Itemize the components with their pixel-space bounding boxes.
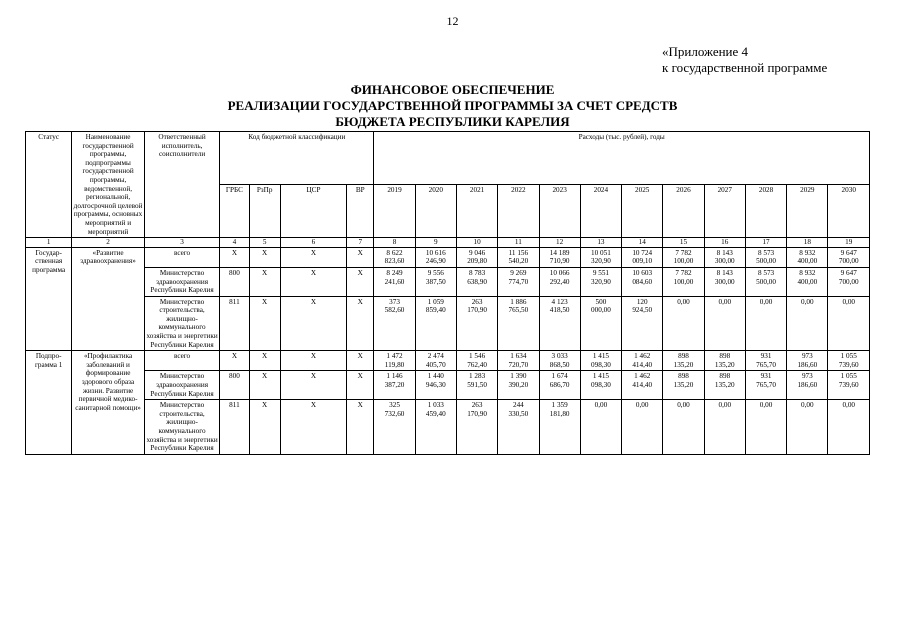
value-line-1: 10 066 [549,268,570,277]
expense-value-cell [374,371,415,400]
value-line-1: 1 472 [386,352,403,361]
value-line-1: 9 556 [427,268,444,277]
value-line-1: 0,00 [801,297,814,306]
expense-value-cell [828,351,870,371]
expense-value-cell [622,247,663,267]
value-line-1: 973 [801,372,813,381]
header-name: Наименование государственной программы, подпрограммы государственной программы, ведомственной, региональной, долгосрочной целевой программы, основных мероприятий и мероприятий [72,132,145,238]
value-line-2: 924,50 [632,306,653,315]
expense-value-cell [745,400,786,455]
value-line-2: 170,90 [467,409,487,418]
expense-value-cell [539,400,580,455]
annex-line-1: «Приложение 4 [662,44,749,59]
value-line-1: 898 [678,352,689,361]
header-budget-code: Код бюджетной классификации [220,132,374,185]
header-vr: ВР [347,185,374,238]
value-line-1: 120 [636,297,648,306]
header-status: Статус [26,132,72,238]
value-line-1: 1 146 [386,372,403,381]
expense-value-cell [828,296,870,351]
expense-value-cell [663,351,704,371]
value-line-1: 0,00 [842,297,856,306]
expense-value-cell [374,247,415,267]
value-line-1: 8 932 [799,248,816,257]
executor-cell: Министерство строительства, жилищно-коммунального хозяйства и энергетики Республики Карелия [144,296,220,351]
value-line-1: 1 055 [840,352,857,361]
vr-cell: Х [347,296,374,351]
value-line-1: 0,00 [759,297,773,306]
value-line-1: 8 143 [716,268,733,277]
value-line-2: 181,80 [549,409,570,418]
value-line-1: 263 [471,401,483,410]
expense-value-cell [456,400,497,455]
value-line-2: 739,60 [838,360,859,369]
vr-cell: Х [347,247,374,267]
expense-value-cell [787,400,828,455]
expense-value-cell [415,296,456,351]
value-line-1: 2 474 [427,352,444,361]
expense-value-cell [498,371,539,400]
expense-value-cell [580,267,621,296]
value-line-2: 765,50 [508,306,529,315]
value-line-2: 710,90 [549,257,570,266]
value-line-2: 540,20 [508,257,529,266]
value-line-2: 100,00 [673,257,694,266]
expense-value-cell [580,371,621,400]
value-line-2: 739,60 [838,381,859,390]
expense-value-cell [374,400,415,455]
value-line-1: 325 [389,401,400,410]
value-line-1: 8 783 [468,268,486,277]
expense-value-cell [415,267,456,296]
value-line-2: 241,60 [384,277,405,286]
value-line-1: 1 462 [634,372,651,381]
value-line-2: 765,70 [756,381,776,390]
value-line-2: 414,40 [632,381,653,390]
rzpr-cell: Х [249,267,280,296]
column-number: 3 [144,238,220,248]
value-line-1: 8 932 [799,268,816,277]
expense-value-cell [704,351,745,371]
expense-value-cell [415,400,456,455]
value-line-1: 0,00 [718,401,732,410]
header-year: 2022 [498,185,539,238]
value-line-1: 1 055 [840,372,857,381]
value-line-2: 405,70 [425,360,446,369]
column-number: 11 [498,238,539,248]
title-line-2: РЕАЛИЗАЦИИ ГОСУДАРСТВЕННОЙ ПРОГРАММЫ ЗА СЧЕТ СРЕДСТВ [227,98,678,113]
value-line-1: 1 462 [634,352,651,361]
rzpr-cell: Х [249,400,280,455]
table-row [26,351,870,371]
rzpr-cell: Х [249,351,280,371]
header-executor: Ответственный исполнитель, соисполнители [144,132,220,238]
value-line-2: 000,00 [591,306,611,315]
column-number: 17 [745,238,786,248]
value-line-2: 414,40 [632,360,653,369]
financing-table [25,131,870,455]
grbs-cell: Х [220,247,249,267]
column-number: 15 [663,238,704,248]
value-line-1: 11 156 [508,248,529,257]
table-row [26,267,870,296]
value-line-1: 1 359 [551,401,568,410]
value-line-2: 300,00 [714,277,735,286]
expense-value-cell [456,351,497,371]
value-line-1: 898 [719,352,731,361]
value-line-2: 387,50 [425,277,446,286]
value-line-1: 931 [760,352,772,361]
header-year: 2025 [622,185,663,238]
column-number: 13 [580,238,621,248]
expense-value-cell [374,296,415,351]
column-number: 2 [72,238,145,248]
column-number: 12 [539,238,580,248]
column-number: 5 [249,238,280,248]
value-line-1: 3 033 [551,352,568,361]
grbs-cell: 800 [220,371,249,400]
value-line-2: 591,50 [467,381,487,390]
vr-cell: Х [347,267,374,296]
expense-value-cell [539,267,580,296]
expense-value-cell [622,267,663,296]
value-line-1: 4 123 [551,297,568,306]
grbs-cell: 800 [220,267,249,296]
header-expenses: Расходы (тыс. рублей), годы [374,132,870,185]
header-year: 2030 [828,185,870,238]
value-line-2: 135,20 [673,360,694,369]
value-line-2: 098,30 [591,381,611,390]
value-line-1: 14 189 [549,248,570,257]
value-line-1: 10 603 [632,268,653,277]
value-line-2: 387,20 [384,381,405,390]
value-line-2: 700,00 [838,277,859,286]
title-line-3: БЮДЖЕТА РЕСПУБЛИКИ КАРЕЛИЯ [335,114,570,129]
value-line-1: 1 390 [510,372,527,381]
expense-value-cell [415,247,456,267]
value-line-1: 0,00 [635,401,649,410]
column-number: 19 [828,238,870,248]
header-grbs: ГРБС [220,185,249,238]
value-line-2: 186,60 [797,360,818,369]
value-line-1: 0,00 [801,401,814,410]
column-number: 4 [220,238,249,248]
header-year: 2023 [539,185,580,238]
expense-value-cell [745,371,786,400]
expense-value-cell [374,267,415,296]
value-line-2: 946,30 [425,381,446,390]
value-line-2: 774,70 [508,277,529,286]
value-line-2: 084,60 [632,277,653,286]
expense-value-cell [704,267,745,296]
value-line-1: 931 [760,372,772,381]
value-line-2: 859,40 [425,306,446,315]
expense-value-cell [622,351,663,371]
program-name-cell: «Профилактика заболеваний и формирование здорового образа жизни. Развитие первичной медико-санитарной помощи» [72,351,145,455]
value-line-2: 720,70 [508,360,529,369]
grbs-cell: Х [220,351,249,371]
column-number: 10 [456,238,497,248]
expense-value-cell [663,400,704,455]
expense-value-cell [622,400,663,455]
value-line-1: 373 [389,297,400,306]
rzpr-cell: Х [249,371,280,400]
column-number: 16 [704,238,745,248]
executor-cell: всего [144,351,220,371]
column-number: 14 [622,238,663,248]
header-year: 2019 [374,185,415,238]
value-line-2: 868,50 [549,360,570,369]
expense-value-cell [704,371,745,400]
value-line-2: 762,40 [467,360,487,369]
expense-value-cell [580,400,621,455]
expense-value-cell [787,247,828,267]
value-line-1: 8 573 [757,248,775,257]
value-line-1: 1 415 [592,352,609,361]
rzpr-cell: Х [249,247,280,267]
value-line-1: 0,00 [759,401,773,410]
grbs-cell: 811 [220,296,249,351]
value-line-1: 0,00 [594,401,608,410]
expense-value-cell [622,371,663,400]
value-line-1: 263 [471,297,483,306]
value-line-2: 300,00 [714,257,735,266]
value-line-1: 1 886 [510,297,527,306]
csr-cell: Х [280,296,346,351]
expense-value-cell [787,371,828,400]
value-line-2: 686,70 [549,381,570,390]
column-number: 1 [26,238,72,248]
expense-value-cell [456,296,497,351]
expense-value-cell [828,400,870,455]
column-number-row [26,238,870,248]
rzpr-cell: Х [249,296,280,351]
value-line-1: 1 674 [551,372,568,381]
value-line-1: 10 051 [591,248,611,257]
header-year: 2020 [415,185,456,238]
value-line-1: 7 782 [675,268,692,277]
column-number: 7 [347,238,374,248]
executor-cell: Министерство здравоохранения Республики Карелия [144,371,220,400]
header-year: 2028 [745,185,786,238]
value-line-2: 186,60 [797,381,818,390]
expense-value-cell [787,296,828,351]
expense-value-cell [498,351,539,371]
value-line-2: 582,60 [384,306,405,315]
expense-value-cell [622,296,663,351]
expense-value-cell [415,351,456,371]
table-header [26,132,870,248]
value-line-1: 898 [678,372,689,381]
header-year: 2027 [704,185,745,238]
value-line-1: 1 283 [468,372,486,381]
expense-value-cell [498,400,539,455]
expense-value-cell [663,267,704,296]
expense-value-cell [663,296,704,351]
table-body [26,247,870,454]
value-line-2: 400,00 [797,277,818,286]
value-line-1: 8 249 [386,268,403,277]
value-line-1: 1 415 [592,372,609,381]
expense-value-cell [539,371,580,400]
header-csr: ЦСР [280,185,346,238]
header-year: 2029 [787,185,828,238]
expense-value-cell [745,247,786,267]
expense-value-cell [704,296,745,351]
value-line-1: 8 573 [757,268,775,277]
expense-value-cell [539,247,580,267]
expense-value-cell [828,247,870,267]
value-line-1: 1 634 [510,352,527,361]
column-number: 6 [280,238,346,248]
value-line-1: 0,00 [677,401,690,410]
expense-value-cell [704,400,745,455]
title-line-1: ФИНАНСОВОЕ ОБЕСПЕЧЕНИЕ [350,82,555,97]
value-line-2: 765,70 [756,360,776,369]
value-line-1: 500 [595,297,607,306]
expense-value-cell [787,267,828,296]
expense-value-cell [828,371,870,400]
value-line-1: 10 616 [425,248,446,257]
expense-value-cell [580,247,621,267]
value-line-1: 7 782 [675,248,692,257]
vr-cell: Х [347,400,374,455]
value-line-2: 119,80 [384,360,405,369]
executor-cell: Министерство здравоохранения Республики Карелия [144,267,220,296]
csr-cell: Х [280,247,346,267]
value-line-2: 390,20 [508,381,529,390]
value-line-2: 009,10 [632,257,653,266]
value-line-2: 320,90 [591,277,611,286]
expense-value-cell [498,247,539,267]
csr-cell: Х [280,371,346,400]
csr-cell: Х [280,351,346,371]
value-line-2: 098,30 [591,360,611,369]
expense-value-cell [663,247,704,267]
expense-value-cell [787,351,828,371]
expense-value-cell [828,267,870,296]
expense-value-cell [704,247,745,267]
program-name-cell: «Развитие здравоохранения» [72,247,145,351]
table-row [26,371,870,400]
expense-value-cell [745,267,786,296]
value-line-1: 0,00 [677,297,690,306]
status-cell: Подпро-грамма 1 [26,351,72,455]
executor-cell: Министерство строительства, жилищно-коммунального хозяйства и энергетики Республики Карелия [144,400,220,455]
expense-value-cell [456,247,497,267]
value-line-2: 135,20 [714,381,735,390]
expense-value-cell [539,296,580,351]
column-number: 18 [787,238,828,248]
value-line-1: 1 059 [427,297,444,306]
value-line-1: 9 046 [468,248,486,257]
value-line-2: 209,80 [467,257,487,266]
table-row [26,247,870,267]
value-line-2: 400,00 [797,257,818,266]
value-line-2: 700,00 [838,257,859,266]
value-line-1: 10 724 [632,248,653,257]
value-line-2: 732,60 [384,409,405,418]
value-line-1: 9 551 [592,268,609,277]
value-line-2: 823,60 [384,257,405,266]
expense-value-cell [456,371,497,400]
grbs-cell: 811 [220,400,249,455]
value-line-1: 898 [719,372,731,381]
expense-value-cell [374,351,415,371]
value-line-1: 1 440 [427,372,444,381]
value-line-2: 500,00 [756,257,776,266]
expense-value-cell [456,267,497,296]
value-line-1: 8 622 [386,248,403,257]
value-line-1: 9 647 [840,248,857,257]
expense-value-cell [580,296,621,351]
table-row [26,296,870,351]
header-year: 2026 [663,185,704,238]
csr-cell: Х [280,400,346,455]
expense-value-cell [498,296,539,351]
value-line-1: 9 269 [510,268,527,277]
value-line-2: 135,20 [714,360,735,369]
expense-value-cell [498,267,539,296]
column-number: 8 [374,238,415,248]
expense-value-cell [663,371,704,400]
vr-cell: Х [347,371,374,400]
table-row [26,400,870,455]
value-line-1: 973 [801,352,813,361]
value-line-2: 418,50 [549,306,570,315]
value-line-1: 244 [512,401,524,410]
value-line-1: 0,00 [842,401,856,410]
expense-value-cell [580,351,621,371]
annex-line-2: к государственной программе [662,60,828,75]
annex-reference [662,44,827,76]
header-rzpr: РзПр [249,185,280,238]
executor-cell: всего [144,247,220,267]
vr-cell: Х [347,351,374,371]
value-line-2: 638,90 [467,277,487,286]
status-cell: Государ-ственная программа [26,247,72,351]
page-number: 12 [446,14,459,28]
value-line-1: 1 033 [427,401,444,410]
header-year: 2021 [456,185,497,238]
document-title [0,82,905,130]
column-number: 9 [415,238,456,248]
value-line-2: 135,20 [673,381,694,390]
expense-value-cell [415,371,456,400]
value-line-1: 1 546 [468,352,486,361]
value-line-1: 9 647 [840,268,857,277]
value-line-2: 459,40 [425,409,446,418]
value-line-2: 100,00 [673,277,694,286]
value-line-2: 500,00 [756,277,776,286]
value-line-2: 170,90 [467,306,487,315]
value-line-1: 0,00 [718,297,732,306]
value-line-2: 246,90 [425,257,446,266]
expense-value-cell [745,296,786,351]
value-line-2: 320,90 [591,257,611,266]
value-line-1: 8 143 [716,248,733,257]
header-year: 2024 [580,185,621,238]
value-line-2: 330,50 [508,409,529,418]
expense-value-cell [539,351,580,371]
csr-cell: Х [280,267,346,296]
expense-value-cell [745,351,786,371]
value-line-2: 292,40 [549,277,570,286]
